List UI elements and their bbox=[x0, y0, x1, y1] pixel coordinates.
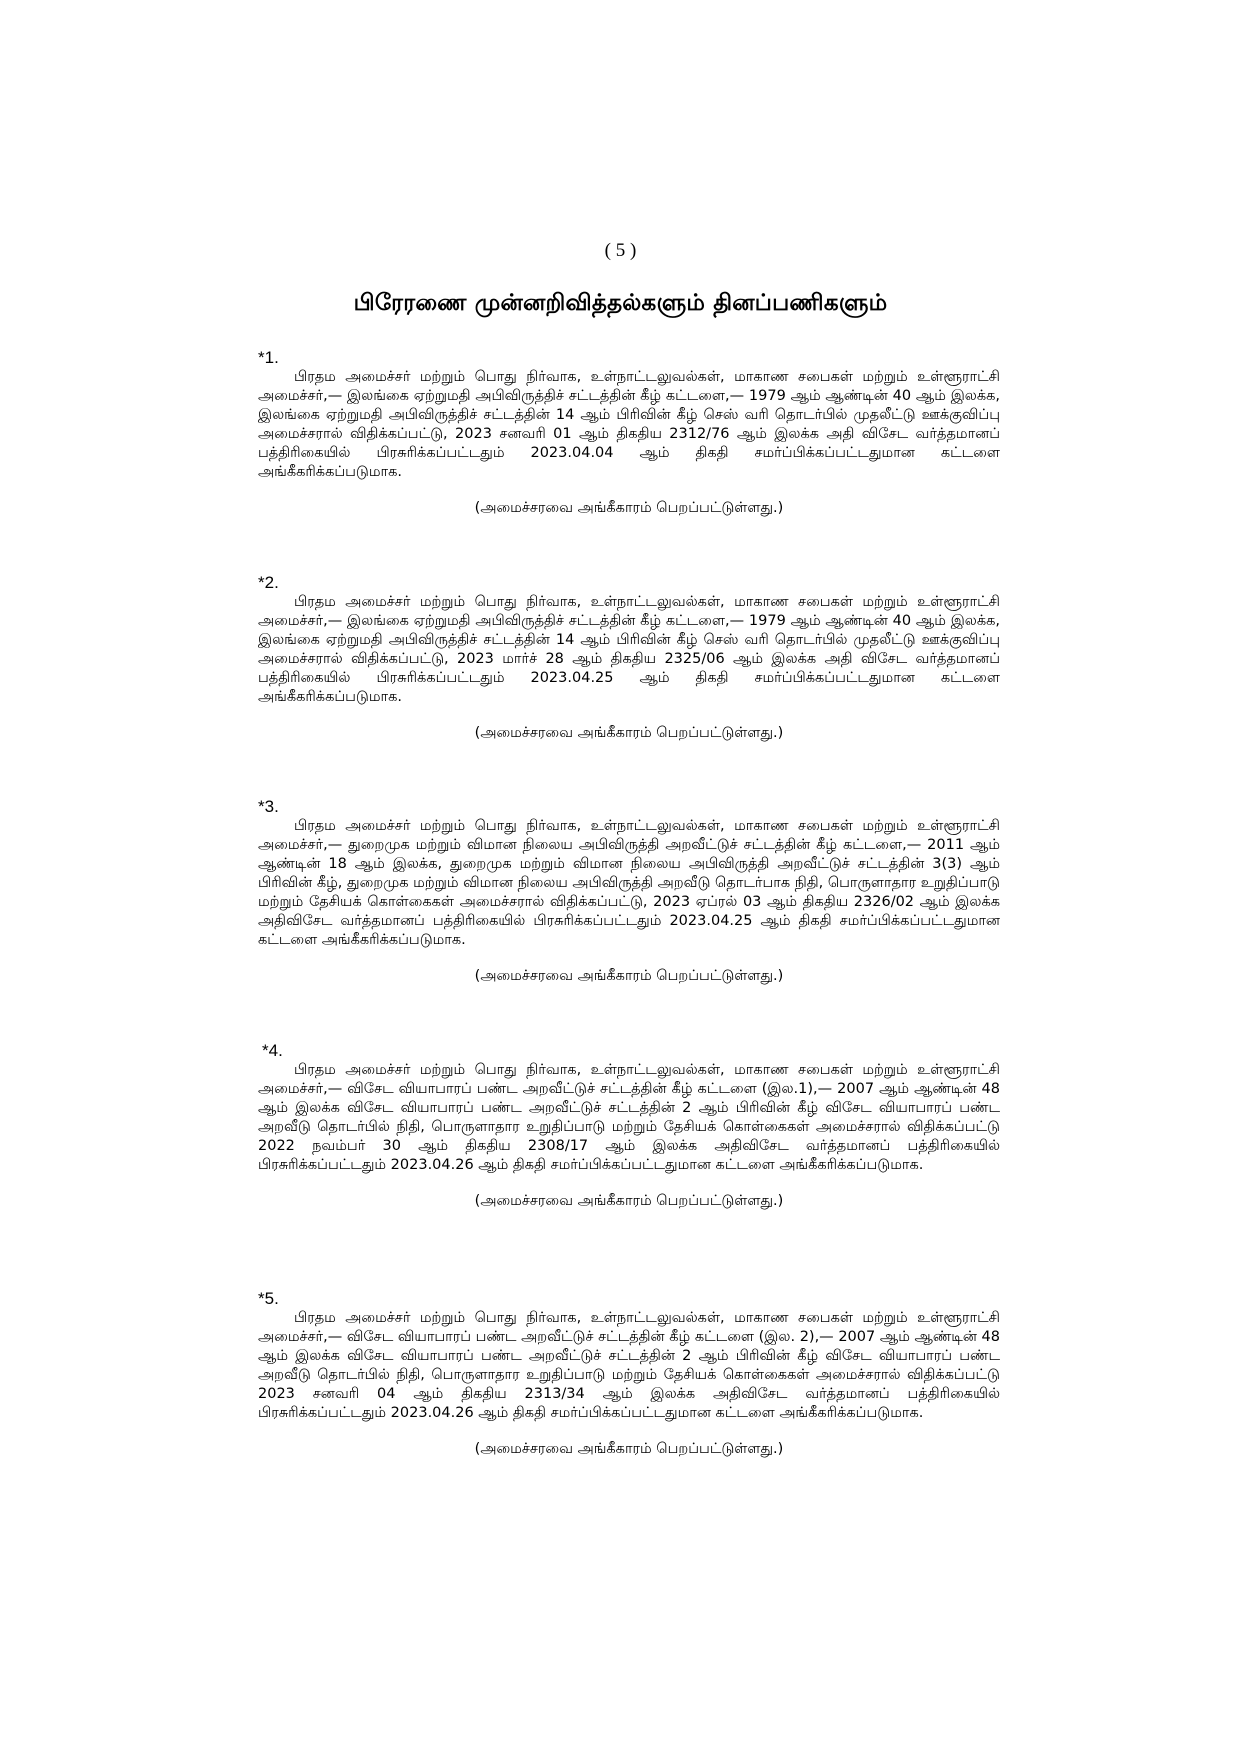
cabinet-approval-note: (அமைச்சரவை அங்கீகாரம் பெறப்பட்டுள்ளது.) bbox=[474, 725, 784, 741]
item-body: பிரதம அமைச்சர் மற்றும் பொது நிர்வாக, உள்நாட்டலுவல்கள், மாகாண சபைகள் மற்றும் உள்ளூராட்சி அமைச்சர்,— இலங்கை ஏற்றுமதி அபிவிருத்திச் சட்டத்தின் கீழ் கட்டளை,— 1979 ஆம் ஆண்டின் 40 ஆம் இலக்க, இலங்கை ஏற்றுமதி அபிவிருத்திச் சட்டத்தின் 14 ஆம் பிரிவின் கீழ் செஸ் வரி தொடர்பில் முதலீட்டு ஊக்குவிப்பு அமைச்சரால் விதிக்கப்பட்டு, 2023 மார்ச் 28 ஆம் திகதிய 2325/06 ஆம் இலக்க அதி விசேட வர்த்தமானப் பத்திரிகையில் பிரசுரிக்கப்பட்டதும் 2023.04.25 ஆம் திகதி சமர்ப்பிக்கப்பட்டதுமான கட்டளை அங்கீகரிக்கப்படுமாக. bbox=[258, 594, 1000, 705]
cabinet-approval-note: (அமைச்சரவை அங்கீகாரம் பெறப்பட்டுள்ளது.) bbox=[474, 1441, 784, 1457]
page-title: பிரேரணை முன்னறிவித்தல்களும் தினப்பணிகளும் bbox=[353, 290, 888, 316]
page-number: ( 5 ) bbox=[604, 240, 637, 261]
motion-item bbox=[258, 797, 1000, 986]
item-number: *4. bbox=[262, 1041, 283, 1060]
cabinet-approval-note: (அமைச்சரவை அங்கீகாரம் பெறப்பட்டுள்ளது.) bbox=[474, 1193, 784, 1209]
motion-item bbox=[258, 348, 1000, 518]
item-body: பிரதம அமைச்சர் மற்றும் பொது நிர்வாக, உள்நாட்டலுவல்கள், மாகாண சபைகள் மற்றும் உள்ளூராட்சி அமைச்சர்,— விசேட வியாபாரப் பண்ட அறவீட்டுச் சட்டத்தின் கீழ் கட்டளை (இல.1),— 2007 ஆம் ஆண்டின் 48 ஆம் இலக்க விசேட வியாபாரப் பண்ட அறவீட்டுச் சட்டத்தின் 2 ஆம் பிரிவின் கீழ் விசேட வியாபாரப் பண்ட அறவீடு தொடர்பில் நிதி, பொருளாதார உறுதிப்பாடு மற்றும் தேசியக் கொள்கைகள் அமைச்சரால் விதிக்கப்பட்டு 2022 நவம்பர் 30 ஆம் திகதிய 2308/17 ஆம் இலக்க அதிவிசேட வர்த்தமானப் பத்திரிகையில் பிரசுரிக்கப்பட்டதும் 2023.04.26 ஆம் திகதி சமர்ப்பிக்கப்பட்டதுமான கட்டளை அங்கீகரிக்கப்படுமாக. bbox=[258, 1062, 1000, 1173]
item-body: பிரதம அமைச்சர் மற்றும் பொது நிர்வாக, உள்நாட்டலுவல்கள், மாகாண சபைகள் மற்றும் உள்ளூராட்சி அமைச்சர்,— விசேட வியாபாரப் பண்ட அறவீட்டுச் சட்டத்தின் கீழ் கட்டளை (இல. 2),— 2007 ஆம் ஆண்டின் 48 ஆம் இலக்க விசேட வியாபாரப் பண்ட அறவீட்டுச் சட்டத்தின் 2 ஆம் பிரிவின் கீழ் விசேட வியாபாரப் பண்ட அறவீடு தொடர்பில் நிதி, பொருளாதார உறுதிப்பாடு மற்றும் தேசியக் கொள்கைகள் அமைச்சரால் விதிக்கப்பட்டு 2023 சனவரி 04 ஆம் திகதிய 2313/34 ஆம் இலக்க அதிவிசேட வர்த்தமானப் பத்திரிகையில் பிரசுரிக்கப்பட்டதும் 2023.04.26 ஆம் திகதி சமர்ப்பிக்கப்பட்டதுமான கட்டளை அங்கீகரிக்கப்படுமாக. bbox=[258, 1310, 1000, 1421]
item-number: *3. bbox=[258, 797, 279, 816]
motion-item bbox=[258, 573, 1000, 743]
cabinet-approval-note: (அமைச்சரவை அங்கீகாரம் பெறப்பட்டுள்ளது.) bbox=[474, 500, 784, 516]
motion-item bbox=[258, 1041, 1000, 1211]
item-body: பிரதம அமைச்சர் மற்றும் பொது நிர்வாக, உள்நாட்டலுவல்கள், மாகாண சபைகள் மற்றும் உள்ளூராட்சி அமைச்சர்,— துறைமுக மற்றும் விமான நிலைய அபிவிருத்தி அறவீட்டுச் சட்டத்தின் கீழ் கட்டளை,— 2011 ஆம் ஆண்டின் 18 ஆம் இலக்க, துறைமுக மற்றும் விமான நிலைய அபிவிருத்தி அறவீட்டுச் சட்டத்தின் 3(3) ஆம் பிரிவின் கீழ், துறைமுக மற்றும் விமான நிலைய அபிவிருத்தி அறவீடு தொடர்பாக நிதி, பொருளாதார உறுதிப்பாடு மற்றும் தேசியக் கொள்கைகள் அமைச்சரால் விதிக்கப்பட்டு, 2023 ஏப்ரல் 03 ஆம் திகதிய 2326/02 ஆம் இலக்க அதிவிசேட வர்த்தமானப் பத்திரிகையில் பிரசுரிக்கப்பட்டதும் 2023.04.25 ஆம் திகதி சமர்ப்பிக்கப்பட்டதுமான கட்டளை அங்கீகரிக்கப்படுமாக. bbox=[258, 818, 1000, 948]
motion-item bbox=[258, 1289, 1000, 1459]
item-number: *2. bbox=[258, 573, 279, 592]
item-number: *5. bbox=[258, 1289, 279, 1308]
cabinet-approval-note: (அமைச்சரவை அங்கீகாரம் பெறப்பட்டுள்ளது.) bbox=[474, 968, 784, 984]
item-body: பிரதம அமைச்சர் மற்றும் பொது நிர்வாக, உள்நாட்டலுவல்கள், மாகாண சபைகள் மற்றும் உள்ளூராட்சி அமைச்சர்,— இலங்கை ஏற்றுமதி அபிவிருத்திச் சட்டத்தின் கீழ் கட்டளை,— 1979 ஆம் ஆண்டின் 40 ஆம் இலக்க, இலங்கை ஏற்றுமதி அபிவிருத்திச் சட்டத்தின் 14 ஆம் பிரிவின் கீழ் செஸ் வரி தொடர்பில் முதலீட்டு ஊக்குவிப்பு அமைச்சரால் விதிக்கப்பட்டு, 2023 சனவரி 01 ஆம் திகதிய 2312/76 ஆம் இலக்க அதி விசேட வர்த்தமானப் பத்திரிகையில் பிரசுரிக்கப்பட்டதும் 2023.04.04 ஆம் திகதி சமர்ப்பிக்கப்பட்டதுமான கட்டளை அங்கீகரிக்கப்படுமாக. bbox=[258, 369, 1000, 480]
item-number: *1. bbox=[258, 348, 279, 367]
